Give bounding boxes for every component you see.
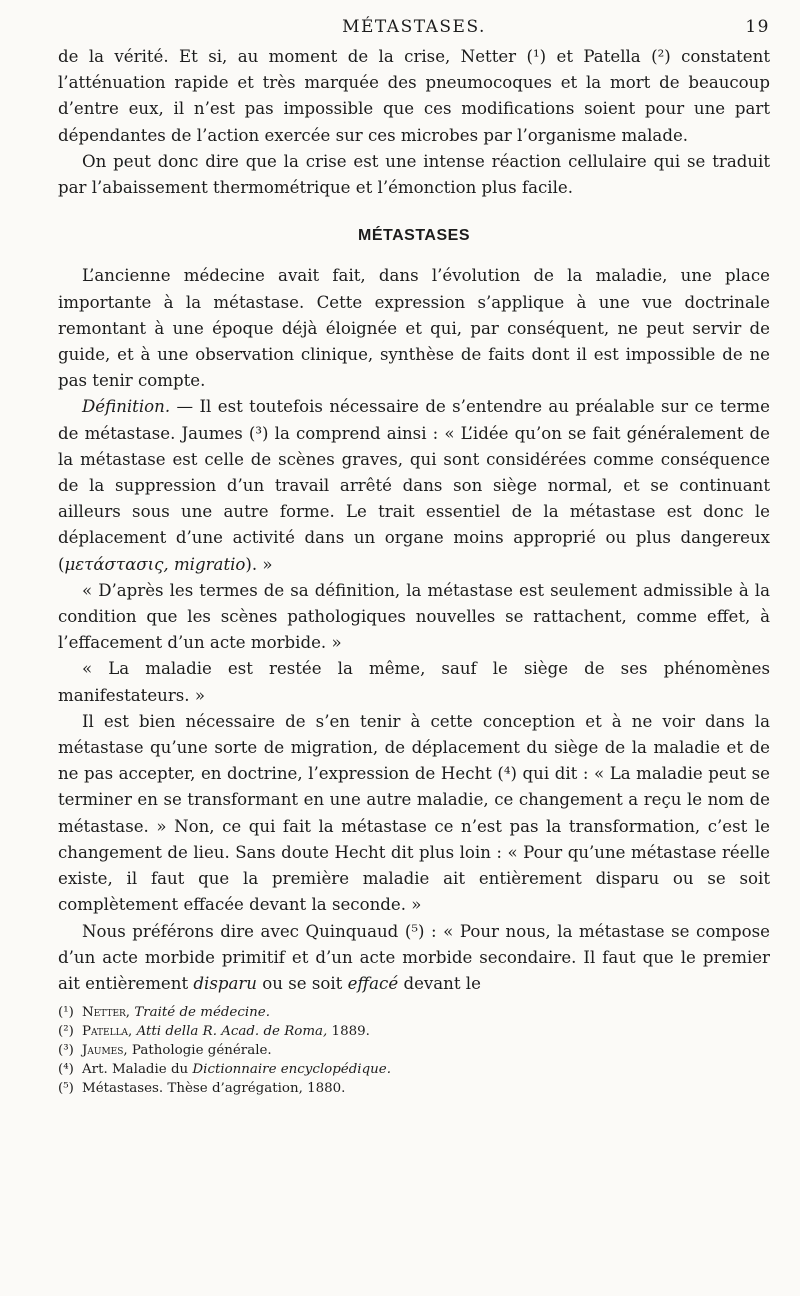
paragraph-definition	[58, 394, 770, 577]
paragraph-7: Il est bien nécessaire de s’en tenir à cette conception et à ne voir dans la métastase qu’une sorte de migration, de déplacement du siège de la maladie et de ne pas accepter, en doctrine, l’expression de Hecht (⁴) qui dit : « La maladie peut se terminer en se transformant en une autre maladie, ce changement a reçu le nom de métastase. » Non, ce qui fait la métastase ce n’est pas la transformation, c’est le changement de lieu. Sans doute Hecht dit plus loin : « Pour qu’une métastase réelle existe, il faut que la première maladie ait entièrement disparu ou se soit complètement effacée devant la seconde. »	[58, 711, 770, 915]
paragraph-2: On peut donc dire que la crise est une intense réaction cellulaire qui se traduit par l’abaissement thermométrique et l’émonction plus facile.	[58, 151, 770, 198]
footnote-3	[58, 1041, 770, 1060]
paragraph-3: L’ancienne médecine avait fait, dans l’évolution de la maladie, une place importante à la métastase. Cette expression s’applique à une vue doctrinale remontant à une époque déjà éloignée et qui, par conséquent, ne peut servir de guide, et à une observation clinique, synthèse de faits dont il est impossible de ne pas tenir compte.	[58, 266, 770, 391]
footnote-number: (¹)	[58, 1005, 74, 1021]
footnote-author: Netter,	[82, 1005, 131, 1021]
footnote-author: Jaumes,	[82, 1043, 128, 1059]
running-title: MÉTASTASES.	[342, 17, 486, 37]
greek-term: μετάστασις, migratio	[64, 554, 246, 574]
footnote-number: (⁵)	[58, 1081, 74, 1097]
paragraph-8	[58, 919, 770, 998]
paragraph-1: de la vérité. Et si, au moment de la crise, Netter (¹) et Patella (²) constatent l’atténuation rapide et très marquée des pneumocoques et la mort de beaucoup d’entre eux, il n’est pas impossible que ces modifications soient pour une part dépendantes de l’action exercée sur ces microbes par l’organisme malade.	[58, 47, 770, 145]
section-heading: MÉTASTASES	[358, 227, 470, 245]
footnote-number: (²)	[58, 1024, 74, 1040]
footnote-title: Dictionnaire encyclopédique.	[192, 1062, 391, 1078]
paragraph-8-text-b: ou se soit	[256, 973, 348, 993]
paragraph-8-text-a: Nous préférons dire avec Quinquaud (⁵) : « Pour nous, la métastase se compose d’un acte morbide primitif et d’un acte morbide secondaire. Il faut que le premier ait entièrement	[58, 921, 770, 993]
page-number: 19	[745, 17, 770, 37]
footnote-author: Patella,	[82, 1024, 133, 1040]
footnote-4	[58, 1060, 770, 1079]
definition-text: — Il est toutefois nécessaire de s’entendre au préalable sur ce terme de métastase. Jaumes (³) la comprend ainsi : « L’idée qu’on se fait généralement de la métastase est celle de scènes graves, qui sont considérées comme conséquence de la suppression d’un travail arrêté dans son siège normal, et se continuant ailleurs sous une autre forme. Le trait essentiel de la métastase est donc le déplacement d’une activité dans un organe moins approprié ou plus dangereux (	[58, 397, 770, 574]
definition-end: ). »	[245, 554, 273, 574]
footnote-title: Atti della R. Acad. de Roma,	[136, 1024, 328, 1040]
paragraph-8-emphasis-2: effacé	[347, 973, 399, 993]
footnote-rest: 1889.	[327, 1024, 370, 1040]
footnote-2	[58, 1022, 770, 1041]
footnote-number: (³)	[58, 1043, 74, 1059]
paragraph-6: « La maladie est restée la même, sauf le siège de ses phénomènes manifestateurs. »	[58, 659, 770, 705]
page	[58, 14, 770, 1098]
footnote-rest: Métastases. Thèse d’agrégation, 1880.	[82, 1081, 346, 1097]
paragraph-8-text-c: devant le	[398, 973, 481, 993]
footnote-title: Traité de médecine.	[134, 1005, 270, 1021]
paragraph-8-emphasis-1: disparu	[193, 973, 257, 993]
footnotes	[58, 1003, 770, 1098]
running-head	[58, 14, 770, 44]
footnote-rest: Pathologie générale.	[127, 1043, 272, 1059]
runin-heading: Définition.	[82, 397, 171, 417]
footnote-5	[58, 1079, 770, 1098]
footnote-number: (⁴)	[58, 1062, 74, 1078]
footnote-1	[58, 1003, 770, 1022]
footnote-rest: Art. Maladie du	[82, 1062, 193, 1078]
paragraph-5: « D’après les termes de sa définition, la métastase est seulement admissible à la condition que les scènes pathologiques nouvelles se rattachent, comme effet, à l’effacement d’un acte morbide. »	[58, 580, 770, 653]
